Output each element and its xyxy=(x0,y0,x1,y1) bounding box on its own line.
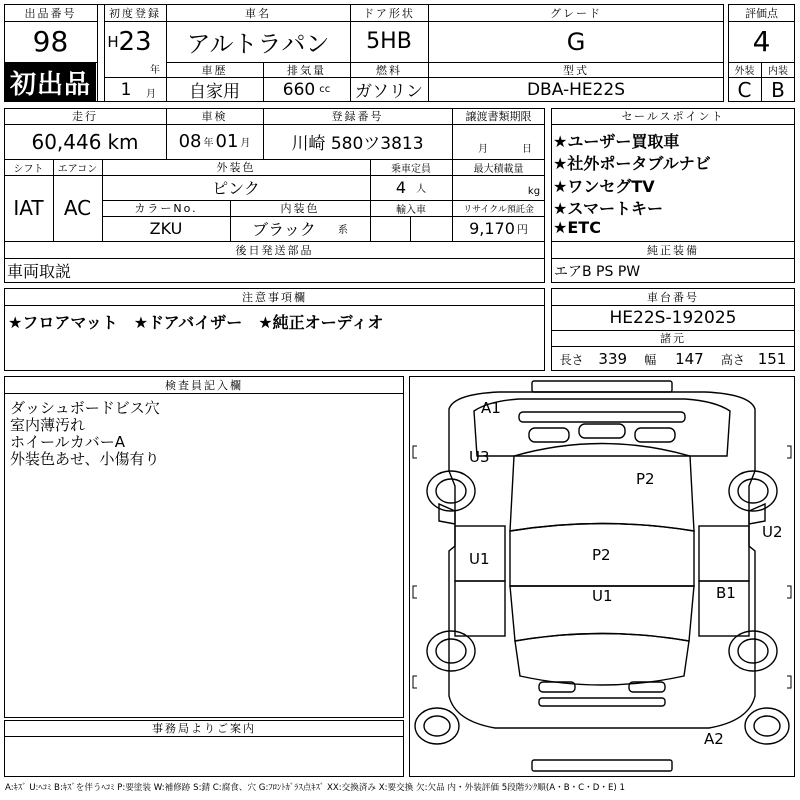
shift-label: シフト xyxy=(13,163,44,175)
grade: G xyxy=(566,27,586,56)
office-label: 事務局よりご案内 xyxy=(152,722,256,735)
interior-color-value: ブラック xyxy=(252,220,316,239)
length: 339 xyxy=(598,349,628,368)
sales-point: ★スマートキー xyxy=(553,199,664,218)
width-label: 幅 xyxy=(644,352,657,367)
load-label: 最大積載量 xyxy=(473,163,524,175)
year-unit: 年 xyxy=(150,65,160,75)
damage-mark-u3: U3 xyxy=(469,448,490,466)
month-unit: 月 xyxy=(146,88,156,100)
damage-mark-p2-bonnet: P2 xyxy=(636,470,655,488)
inspector-label: 検査員記入欄 xyxy=(165,378,243,392)
score-label: 評価点 xyxy=(745,6,778,20)
sales-point: ★社外ポータブルナビ xyxy=(553,154,711,173)
color: ピンク xyxy=(212,179,260,198)
capacity-label: 乗車定員 xyxy=(391,163,431,175)
lot-no: 98 xyxy=(32,25,69,58)
sales-point: ★ワンセグTV xyxy=(553,177,655,196)
width: 147 xyxy=(675,349,704,368)
inspector-line: 外装色あせ、小傷有り xyxy=(10,450,160,468)
mileage-label: 走行 xyxy=(72,110,98,123)
interior-color xyxy=(230,216,370,241)
color-no-label: カラーNo. xyxy=(134,202,198,215)
displacement-value: 660 xyxy=(282,79,316,100)
car-diagram xyxy=(409,376,795,777)
exterior-grade: C xyxy=(737,77,752,102)
inspection-month: 01 xyxy=(215,131,239,152)
capacity-value: 4 xyxy=(395,178,407,197)
car-name: アルトラパン xyxy=(186,30,330,58)
sales-point: ★ユーザー買取車 xyxy=(553,132,680,151)
damage-mark-u1-door: U1 xyxy=(469,550,490,568)
ac: AC xyxy=(63,196,92,220)
fuel: ガソリン xyxy=(355,82,423,102)
equip-label: 純正装備 xyxy=(647,243,699,257)
chassis-label: 車台番号 xyxy=(647,290,699,304)
displacement-unit: cc xyxy=(319,84,331,95)
equip: エアB PS PW xyxy=(554,263,641,280)
inspection-year: 08 xyxy=(178,131,202,152)
damage-mark-u1-roof: U1 xyxy=(592,587,613,605)
inspector-line: 室内薄汚れ xyxy=(10,416,86,434)
transfer-label: 譲渡書類期限 xyxy=(465,110,532,123)
mileage-value: 60,446 xyxy=(31,129,102,154)
damage-mark-a1: A1 xyxy=(481,399,501,417)
inspection-year-unit: 年 xyxy=(203,138,214,149)
mileage-unit: km xyxy=(107,129,139,154)
capacity-unit: 人 xyxy=(416,184,427,195)
interior-color-unit: 系 xyxy=(337,225,348,236)
notes-label: 注意事項欄 xyxy=(242,290,307,304)
reg-month: 1 xyxy=(120,80,132,100)
first-listing-badge: 初出品 xyxy=(5,63,96,101)
inspector-line: ダッシュボードビス穴 xyxy=(10,399,160,417)
exterior-label: 外装 xyxy=(734,66,755,77)
door-label: ドア形状 xyxy=(363,6,415,20)
recycle-label: リサイクル預託金 xyxy=(463,204,534,215)
reg-year: 23 xyxy=(118,27,152,57)
first-reg-label: 初度登録 xyxy=(109,6,161,20)
door-type: 5HB xyxy=(366,29,412,54)
height-label: 高さ xyxy=(720,352,745,367)
model: DBA-HE22S xyxy=(526,79,626,100)
transfer-month: 月 xyxy=(478,143,488,154)
fuel-label: 燃料 xyxy=(376,63,402,77)
sales-point: ★ETC xyxy=(553,218,601,237)
damage-mark-u2: U2 xyxy=(762,523,783,541)
color-label: 外装色 xyxy=(216,161,256,174)
sales-label: セールスポイント xyxy=(621,110,725,123)
capacity xyxy=(370,175,452,200)
ac-label: エアコン xyxy=(57,163,98,175)
score: 4 xyxy=(752,25,771,58)
era: H xyxy=(107,33,119,51)
height: 151 xyxy=(757,349,787,368)
mileage xyxy=(4,124,166,159)
history-label: 車歴 xyxy=(201,63,228,77)
damage-mark-p2-roof: P2 xyxy=(592,546,611,564)
inspection-label: 車検 xyxy=(201,110,228,123)
legend: A:ｷｽﾞ U:ﾍｺﾐ B:ｷｽﾞを伴うﾍｺﾐ P:要塗装 W:補修跡 S:錆 C:腐食、穴 G:ﾌﾛﾝﾄｶﾞﾗｽ点ｷｽﾞ XX:交換済み X:要交換 欠:欠品 内・外装評価 5段階ﾗﾝｸ順(A・B・C・D・E) 1 xyxy=(5,783,625,793)
model-label: 型式 xyxy=(563,63,589,77)
chassis-number: HE22S-192025 xyxy=(609,307,737,328)
interior-color-label: 内装色 xyxy=(280,202,320,215)
grade-label: グレード xyxy=(550,6,602,20)
dims xyxy=(551,346,795,371)
damage-mark-a2: A2 xyxy=(704,730,724,748)
later-parts-label: 後日発送部品 xyxy=(235,243,314,257)
lot-no-label: 出品番号 xyxy=(24,6,77,20)
reg-no: 川崎 580ツ3813 xyxy=(291,134,424,154)
inspection-month-unit: 月 xyxy=(240,138,251,149)
car-name-label: 車名 xyxy=(245,6,271,20)
length-label: 長さ xyxy=(559,352,584,367)
color-no: ZKU xyxy=(149,219,183,238)
transfer-day: 日 xyxy=(522,143,532,154)
inspection xyxy=(166,124,263,159)
interior-label: 内装 xyxy=(768,66,788,77)
notes-text: ★フロアマット ★ドアバイザー ★純正オーディオ xyxy=(8,313,384,332)
shift: IAT xyxy=(13,196,44,220)
dims-label: 諸元 xyxy=(660,332,686,345)
damage-mark-b1: B1 xyxy=(716,584,736,602)
history: 自家用 xyxy=(189,82,240,102)
interior-grade: B xyxy=(771,77,785,102)
recycle-value: 9,170 xyxy=(469,219,515,238)
recycle-unit: 円 xyxy=(516,222,528,236)
displacement xyxy=(263,77,350,102)
reg-no-label: 登録番号 xyxy=(331,110,384,123)
later-parts: 車両取説 xyxy=(7,262,72,281)
inspector-line: ホイールカバーA xyxy=(10,433,125,451)
load-unit: kg xyxy=(527,185,541,197)
recycle xyxy=(452,216,545,241)
displacement-label: 排気量 xyxy=(287,63,326,77)
import-label: 輸入車 xyxy=(396,204,426,216)
